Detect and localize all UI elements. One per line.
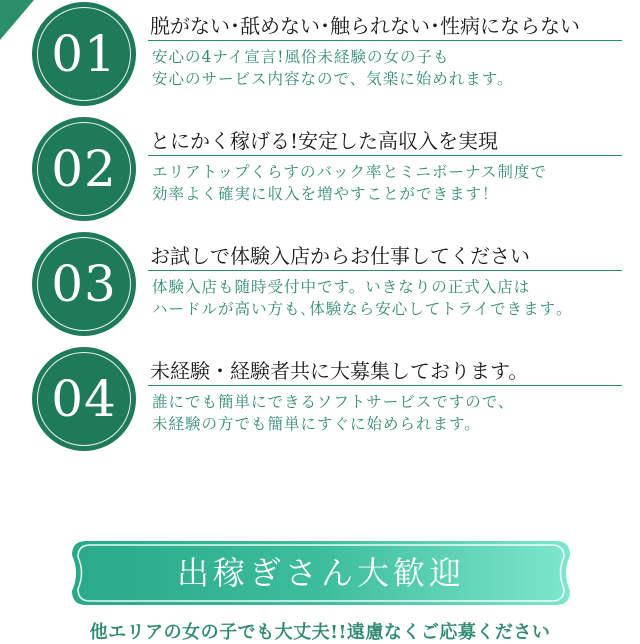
number-badge — [32, 117, 136, 221]
feature-item-03 — [0, 232, 640, 342]
feature-number: 01 — [51, 25, 117, 83]
title-underline — [148, 40, 622, 41]
description-line: 未経験の方でも簡単にすぐに始められます。 — [152, 415, 481, 433]
banner-subtitle: 他エリアの女の子でも大丈夫!!遠慮なくご応募ください — [89, 622, 551, 643]
feature-description — [152, 46, 622, 90]
description-line: 体験入店も随時受付中です。いきなりの正式入店は — [152, 278, 531, 296]
description-line: ハードルが高い方も､体験なら安心してトライできます｡ — [152, 300, 565, 318]
banner-title: 出稼ぎさん大歓迎 — [176, 554, 465, 592]
feature-description — [152, 276, 622, 320]
title-underline — [148, 270, 622, 271]
feature-number: 03 — [51, 255, 117, 313]
feature-description — [152, 391, 622, 435]
number-badge — [32, 232, 136, 336]
feature-item-02 — [0, 117, 640, 227]
feature-title: とにかく稼げる!安定した高収入を実現 — [150, 129, 499, 153]
feature-description — [152, 161, 622, 205]
feature-title: お試しで体験入店からお仕事してください — [150, 244, 530, 268]
description-line: 誰にでも簡単にできるソフトサービスですので、 — [152, 393, 515, 411]
description-line: 効率よく確実に収入を増やすことができます！ — [152, 185, 499, 203]
description-line: エリアトップくらすのバック率とミニボーナス制度で — [152, 163, 547, 181]
feature-item-01 — [0, 2, 640, 112]
feature-title: 脱がない･舐めない･触られない･性病にならない — [150, 14, 580, 38]
number-badge — [32, 2, 136, 106]
feature-title: 未経験・経験者共に大募集しております。 — [150, 359, 529, 383]
number-badge — [32, 347, 136, 451]
title-underline — [148, 385, 622, 386]
feature-item-04 — [0, 347, 640, 457]
description-line: 安心の4ナイ宣言!風俗未経験の女の子も — [152, 48, 450, 66]
description-line: 安心のサービス内容なので、気楽に始めれます。 — [152, 70, 514, 88]
welcome-banner — [72, 541, 570, 605]
feature-number: 04 — [51, 370, 117, 428]
feature-number: 02 — [51, 140, 117, 198]
title-underline — [148, 155, 622, 156]
